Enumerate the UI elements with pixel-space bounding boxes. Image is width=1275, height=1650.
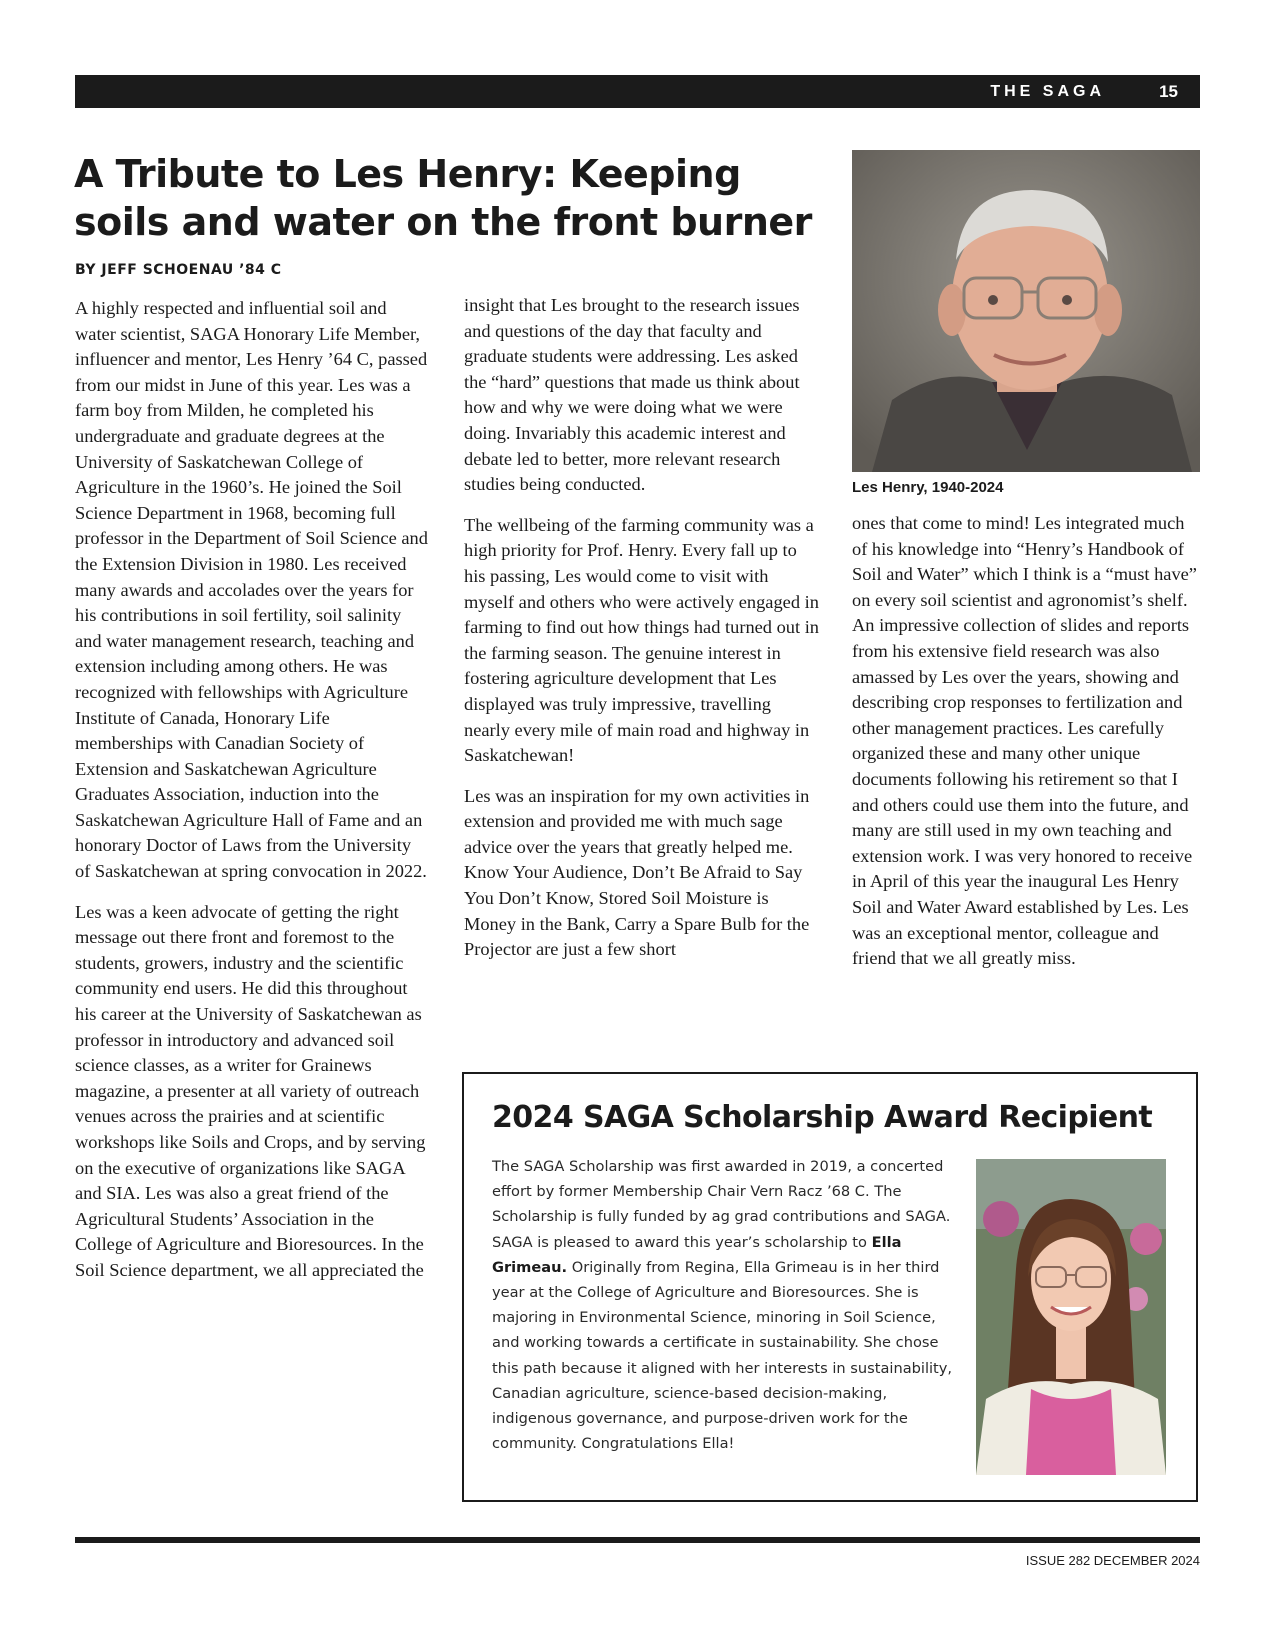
article-column-2	[464, 293, 819, 978]
portrait-photo-recipient	[976, 1159, 1166, 1475]
paragraph: Les was an inspiration for my own activities in extension and provided me with much sage advice over the years that greatly helped me. Know Your Audience, Don’t Be Afraid to Say You Don’t Know, Stored Soil Moisture is Money in the Bank, Carry a Spare Bulb for the Projector are just a few short	[464, 785, 810, 960]
article-column-1	[75, 296, 430, 1299]
scholarship-box	[462, 1072, 1198, 1502]
paragraph: Les was a keen advocate of getting the right message out there front and foremost to the students, growers, industry and the scientific community end users. He did this throughout his career at the University of Saskatchewan as professor in introductory and advanced soil science classes, as a writer for Grainews magazine, a presenter at all variety of outreach venues across the prairies and at scientific workshops like Soils and Crops, and by serving on the executive of organizations like SAGA and SIA. Les was also a great friend of the Agricultural Students’ Association in the College of Agriculture and Bioresources. In the Soil Science department, we all appreciated the	[75, 901, 426, 1280]
scholarship-text-details: Originally from Regina, Ella Grimeau is in her third year at the College of Agriculture and Bioresources. She is majoring in Environmental Science, minoring in Soil Science, and working towards a certificate in sustainability. She chose this path because it aligned with her interests in sustainability, Canadian agriculture, science-based decision-making, indigenous governance, and purpose-driven work for the community. Congratulations Ella!	[492, 1258, 953, 1453]
scholarship-text-intro: The SAGA Scholarship was first awarded in 2019, a concerted effort by former Membership Chair Vern Racz ’68 C. The Scholarship is fully funded by ag grad contributions and SAGA. SAGA is pleased to award this year’s scholarship to	[492, 1158, 951, 1251]
page-number: 15	[1159, 82, 1178, 101]
paragraph: insight that Les brought to the research issues and questions of the day that faculty and graduate students were addressing. Les asked the “hard” questions that made us think about how and why we were doing what we were doing. Invariably this academic interest and debate led to better, more relevant research studies being conducted.	[464, 295, 800, 495]
article-column-3	[852, 511, 1200, 987]
recipient-name: Ella Grimeau.	[492, 1233, 902, 1276]
publication-name: THE SAGA	[990, 83, 1105, 100]
article-byline: BY JEFF SCHOENAU ’84 C	[75, 262, 282, 278]
header-bar	[75, 75, 1200, 108]
footer-rule	[75, 1537, 1200, 1543]
scholarship-text	[492, 1154, 967, 1456]
recipient-image	[976, 1159, 1166, 1475]
photo-caption: Les Henry, 1940-2024	[852, 479, 1004, 496]
article-title: A Tribute to Les Henry: Keeping soils and water on the front burner	[74, 152, 812, 244]
portrait-photo-les-henry	[852, 150, 1200, 472]
paragraph: A highly respected and influential soil and water scientist, SAGA Honorary Life Member, influencer and mentor, Les Henry ’64 C, passed from our midst in June of this year. Les was a farm boy from Milden, he completed his undergraduate and graduate degrees at the University of Saskatchewan College of Agriculture in the 1960’s. He joined the Soil Science Department in 1968, becoming full professor in the Department of Soil Science and the Extension Division in 1980. Les received many awards and accolades over the years for his contributions in soil fertility, soil salinity and water management research, teaching and extension including among others. He was recognized with fellowships with Agriculture Institute of Canada, Honorary Life memberships with Canadian Society of Extension and Saskatchewan Agriculture Graduates Association, induction into the Saskatchewan Agriculture Hall of Fame and an honorary Doctor of Laws from the University of Saskatchewan at spring convocation in 2022.	[75, 298, 428, 882]
paragraph: The wellbeing of the farming community was a high priority for Prof. Henry. Every fall up to his passing, Les would come to visit with myself and others who were actively engaged in farming to find out how things had turned out in the farming season. The genuine interest in fostering agriculture development that Les displayed was truly impressive, travelling nearly every mile of main road and highway in Saskatchewan!	[464, 514, 819, 766]
issue-info: ISSUE 282 DECEMBER 2024	[1025, 1553, 1200, 1568]
paragraph: ones that come to mind! Les integrated much of his knowledge into “Henry’s Handbook of Soil and Water” which I think is a “must have” on every soil scientist and agronomist’s shelf. An impressive collection of slides and reports from his extensive field research was also amassed by Les over the years, showing and describing crop responses to fertilization and other management practices. Les carefully organized these and many other unique documents following his retirement so that I and others could use them into the future, and many are still used in my own teaching and extension work. I was very honored to receive in April of this year the inaugural Les Henry Soil and Water Award established by Les. Les was an exceptional mentor, colleague and friend that we all greatly miss.	[852, 513, 1197, 969]
portrait-image	[852, 150, 1200, 472]
scholarship-heading: 2024 SAGA Scholarship Award Recipient	[492, 1100, 1153, 1135]
